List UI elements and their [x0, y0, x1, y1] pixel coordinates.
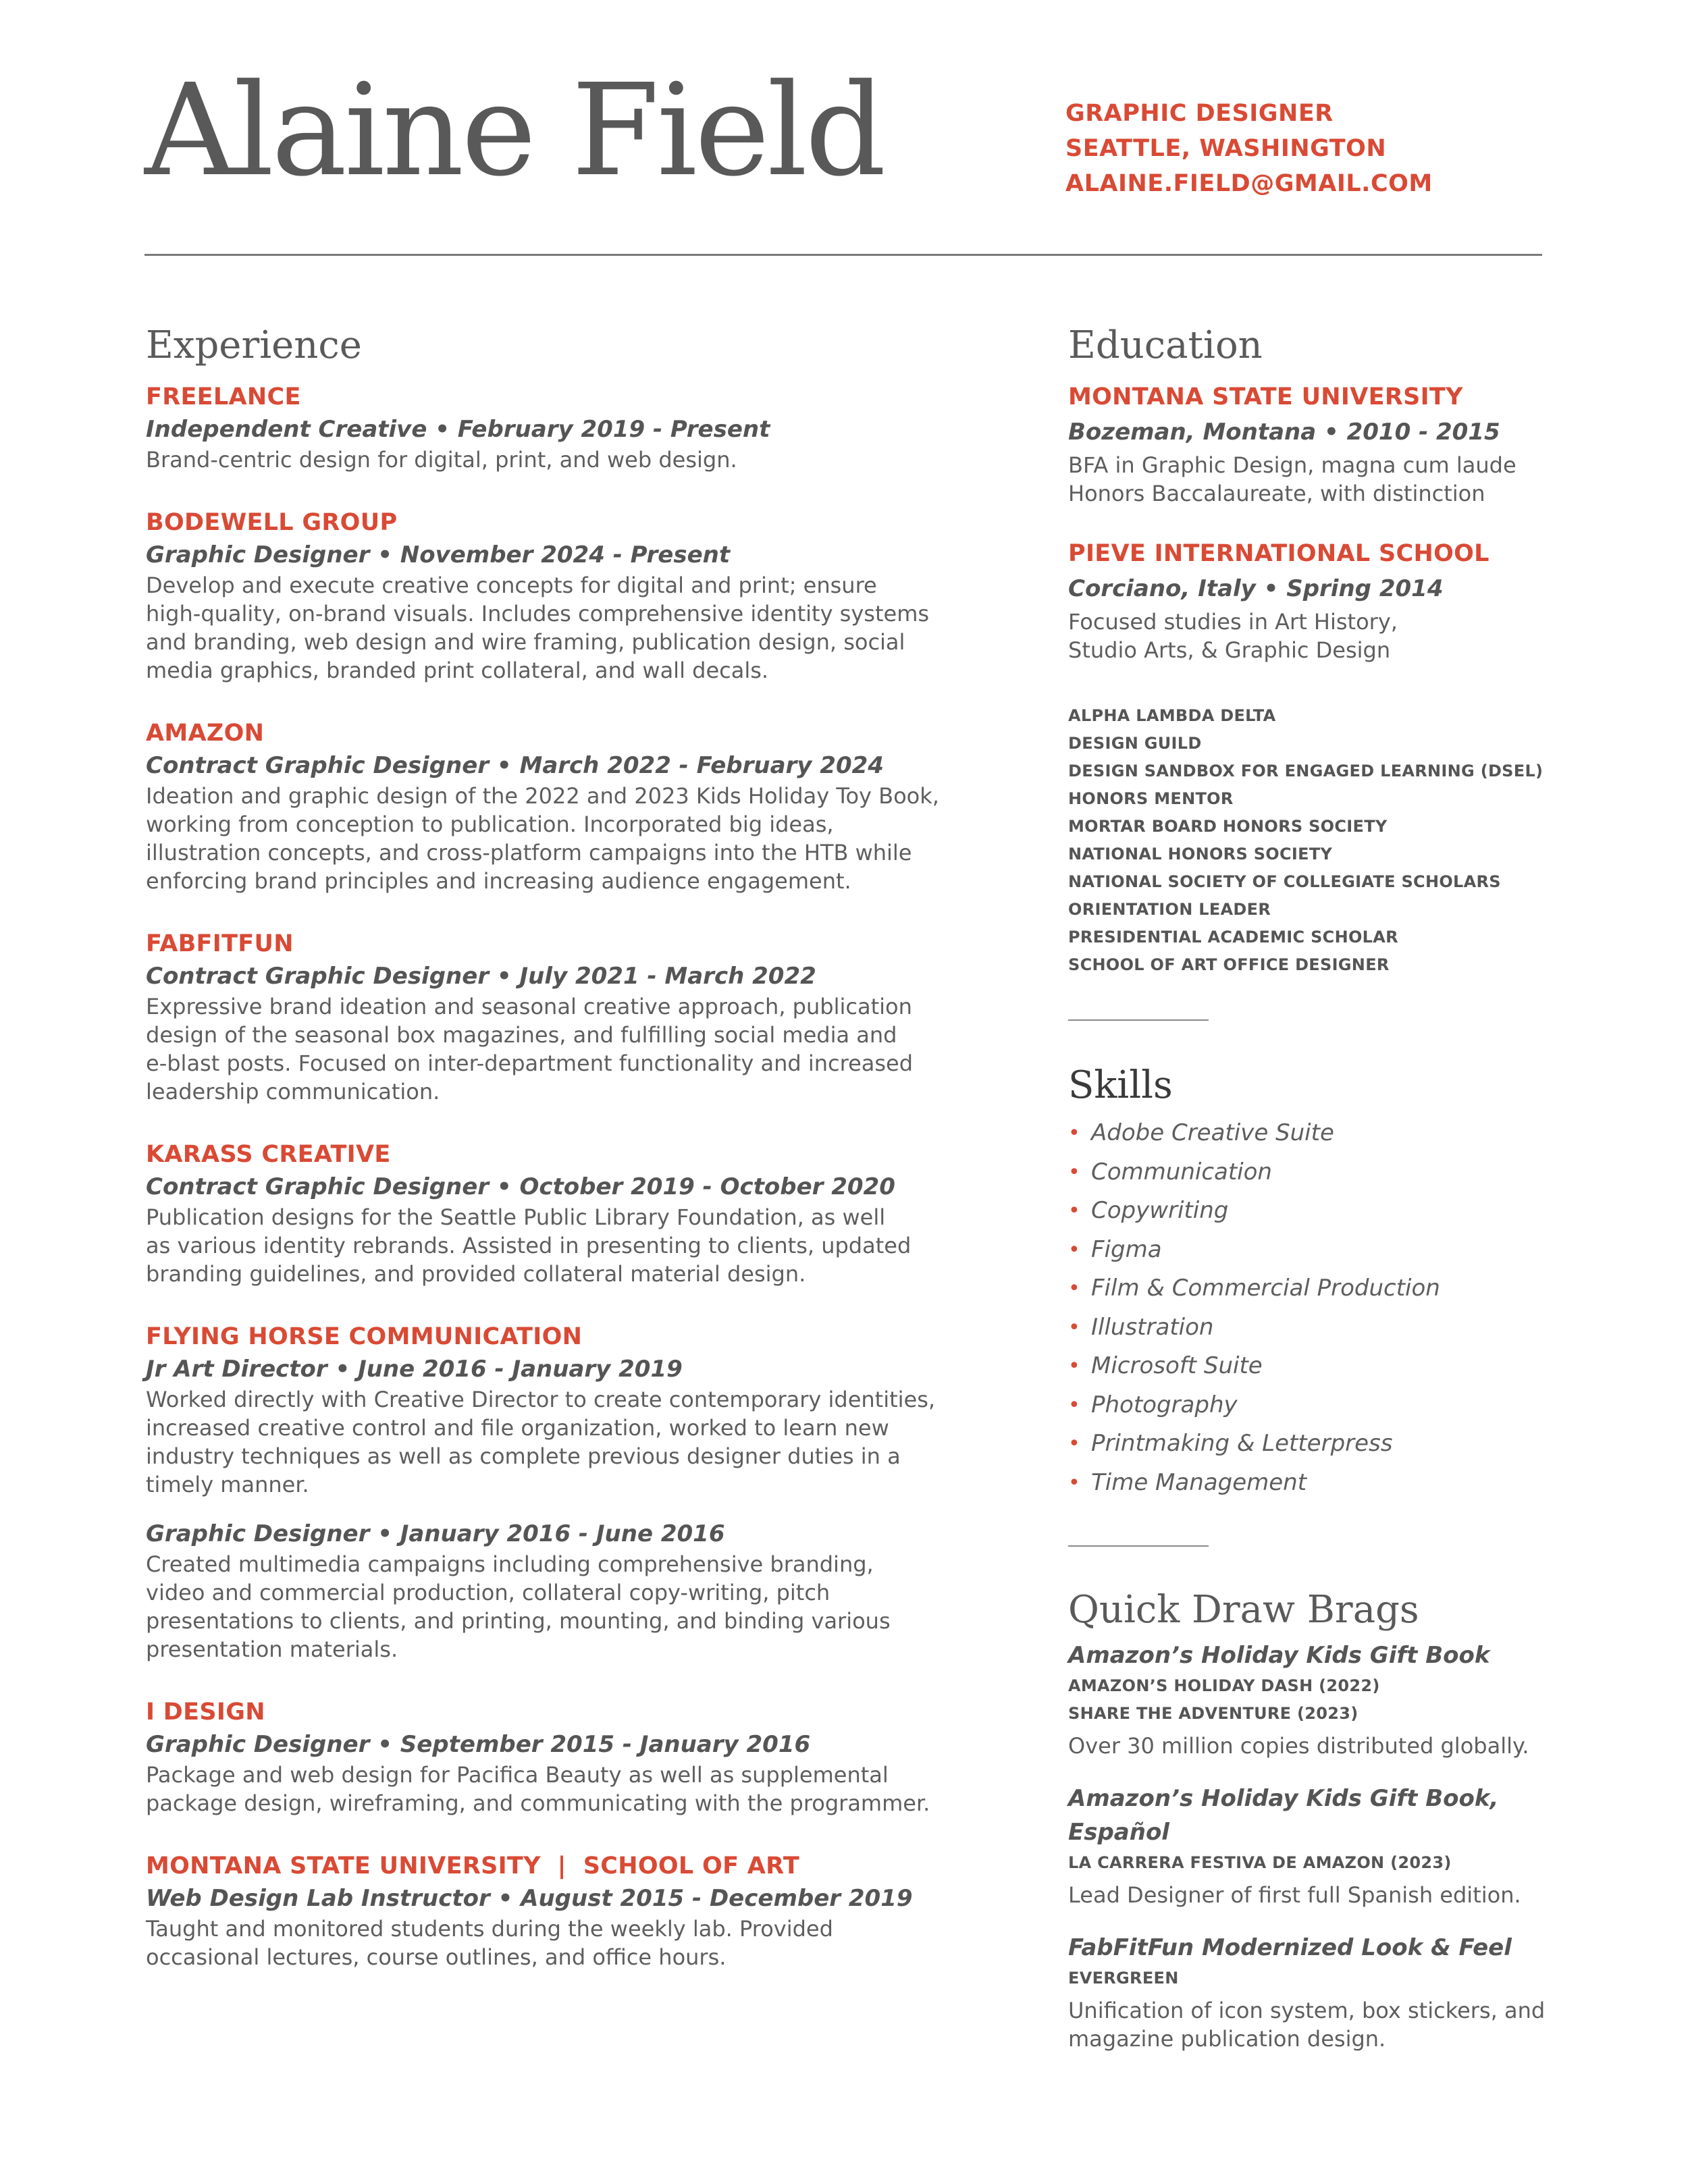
desc-line: e-blast posts. Focused on inter-department functionality and increased	[146, 1050, 914, 1076]
job-entry	[146, 1696, 943, 1817]
honor-item: NATIONAL HONORS SOCIETY	[1068, 845, 1333, 863]
skill-item	[1068, 1424, 1581, 1464]
job-role-secondary: Graphic Designer • January 2016 - June 2016	[146, 1520, 725, 1547]
desc-line: and branding, web design and wire framing, publication design, social	[146, 629, 905, 655]
skill-label: Copywriting	[1091, 1197, 1229, 1224]
bullet-icon: •	[1068, 1160, 1080, 1184]
honor-item: ALPHA LAMBDA DELTA	[1068, 706, 1276, 725]
brag-title: FabFitFun Modernized Look & Feel	[1068, 1934, 1512, 1961]
header-divider	[144, 254, 1542, 256]
desc-line: media graphics, branded print collateral, and wall decals.	[146, 658, 769, 683]
skill-item	[1068, 1269, 1581, 1308]
job-description	[146, 1761, 943, 1817]
honor-item: DESIGN SANDBOX FOR ENGAGED LEARNING (DSEL)	[1068, 762, 1544, 780]
brag-entry	[1068, 1782, 1581, 1909]
desc-line: Package and web design for Pacifica Beauty as well as supplemental	[146, 1762, 889, 1788]
skill-label: Communication	[1091, 1158, 1272, 1186]
job-description	[146, 446, 943, 474]
education-entry	[1068, 537, 1581, 664]
desc-line: design of the seasonal box magazines, and fulfilling social media and	[146, 1022, 897, 1048]
job-org: FLYING HORSE COMMUNICATION	[146, 1323, 583, 1350]
skill-label: Microsoft Suite	[1091, 1352, 1263, 1379]
desc-line: presentation materials.	[146, 1636, 398, 1662]
desc-line: package design, wireframing, and communicating with the programmer.	[146, 1790, 930, 1816]
bullet-icon: •	[1068, 1393, 1080, 1417]
skill-label: Film & Commercial Production	[1091, 1275, 1440, 1302]
job-entry	[146, 928, 943, 1106]
job-org: FREELANCE	[146, 383, 301, 410]
skill-item	[1068, 1308, 1581, 1348]
job-org: FABFITFUN	[146, 930, 294, 957]
skills-list	[1068, 1114, 1581, 1502]
desc-line: high-quality, on-brand visuals. Includes comprehensive identity systems	[146, 601, 930, 627]
job-description	[146, 1385, 943, 1499]
job-role: Contract Graphic Designer • October 2019 - October 2020	[146, 1173, 895, 1200]
job-org: I DESIGN	[146, 1699, 265, 1726]
brag-subtitle: LA CARRERA FESTIVA DE AMAZON (2023)	[1068, 1853, 1452, 1872]
desc-line: video and commercial production, collateral copy-writing, pitch	[146, 1580, 830, 1605]
resume-name: Alaine Field	[144, 57, 884, 205]
school-details: Corciano, Italy • Spring 2014	[1068, 575, 1444, 602]
desc-line: Worked directly with Creative Director to create contemporary identities,	[146, 1387, 936, 1412]
desc-line: working from conception to publication. Incorporated big ideas,	[146, 811, 834, 837]
desc-line: Expressive brand ideation and seasonal creative approach, publication	[146, 994, 912, 1019]
job-role: Jr Art Director • June 2016 - January 2019	[146, 1356, 683, 1383]
brag-subtitle: SHARE THE ADVENTURE (2023)	[1068, 1704, 1359, 1723]
honor-item: MORTAR BOARD HONORS SOCIETY	[1068, 817, 1388, 836]
bullet-icon: •	[1068, 1199, 1080, 1223]
job-entry	[146, 1321, 943, 1663]
skills-heading: Skills	[1068, 1063, 1173, 1107]
honor-item: PRESIDENTIAL ACADEMIC SCHOLAR	[1068, 928, 1398, 947]
desc-line: leadership communication.	[146, 1079, 440, 1104]
desc-line: enforcing brand principles and increasing audience engagement.	[146, 868, 851, 894]
experience-heading: Experience	[146, 323, 362, 367]
job-entry	[146, 381, 943, 474]
bullet-icon: •	[1068, 1121, 1080, 1145]
brag-title: Amazon’s Holiday Kids Gift Book, Español	[1068, 1785, 1499, 1846]
brag-subtitle: AMAZON’S HOLIDAY DASH (2022)	[1068, 1676, 1380, 1695]
section-divider	[1068, 1019, 1209, 1021]
bullet-icon: •	[1068, 1315, 1080, 1339]
brag-entry	[1068, 1639, 1581, 1760]
job-role: Graphic Designer • November 2024 - Present	[146, 541, 731, 568]
skill-label: Illustration	[1091, 1313, 1214, 1341]
desc-line: Develop and execute creative concepts for digital and print; ensure	[146, 572, 877, 598]
job-role: Contract Graphic Designer • March 2022 - February 2024	[146, 752, 884, 779]
skill-label: Time Management	[1091, 1468, 1307, 1496]
honor-item: HONORS MENTOR	[1068, 789, 1234, 808]
job-role: Graphic Designer • September 2015 - January 2016	[146, 1731, 811, 1758]
job-description	[146, 1550, 943, 1663]
desc-line: as various identity rebrands. Assisted in presenting to clients, updated	[146, 1233, 912, 1258]
bullet-icon: •	[1068, 1237, 1080, 1262]
desc-line: Honors Baccalaureate, with distinction	[1068, 481, 1485, 506]
desc-line: Created multimedia campaigns including comprehensive branding,	[146, 1551, 874, 1577]
brag-description: Over 30 million copies distributed globally.	[1068, 1733, 1529, 1759]
location: SEATTLE, WASHINGTON	[1065, 135, 1387, 162]
skill-label: Figma	[1091, 1235, 1162, 1263]
desc-line: Taught and monitored students during the weekly lab. Provided	[146, 1916, 833, 1942]
skill-item	[1068, 1386, 1581, 1425]
school-description	[1068, 451, 1581, 508]
desc-line: branding guidelines, and provided collateral material design.	[146, 1261, 806, 1287]
skill-item	[1068, 1231, 1581, 1270]
job-org: MONTANA STATE UNIVERSITY | SCHOOL OF ART	[146, 1853, 800, 1880]
desc-line: Brand-centric design for digital, print, and web design.	[146, 447, 737, 473]
desc-line: Unification of icon system, box stickers, and	[1068, 1998, 1546, 2023]
brag-description: Lead Designer of first full Spanish edition.	[1068, 1882, 1521, 1908]
job-org: BODEWELL GROUP	[146, 509, 398, 536]
experience-column	[146, 320, 943, 1971]
desc-line: Ideation and graphic design of the 2022 and 2023 Kids Holiday Toy Book,	[146, 783, 939, 809]
desc-line: increased creative control and file organization, worked to learn new	[146, 1415, 889, 1441]
desc-line: magazine publication design.	[1068, 2026, 1386, 2052]
job-title: GRAPHIC DESIGNER	[1065, 100, 1334, 127]
honor-item: ORIENTATION LEADER	[1068, 900, 1271, 919]
brag-description	[1068, 1996, 1581, 2053]
skill-item	[1068, 1464, 1581, 1503]
desc-line: timely manner.	[146, 1472, 309, 1497]
job-role: Independent Creative • February 2019 - Present	[146, 416, 770, 443]
job-description	[146, 782, 943, 895]
skill-item	[1068, 1153, 1581, 1192]
skill-label: Printmaking & Letterpress	[1091, 1430, 1393, 1457]
contact-block	[1065, 96, 1433, 201]
brag-title: Amazon’s Holiday Kids Gift Book	[1068, 1642, 1490, 1669]
job-description	[146, 571, 943, 685]
skill-label: Adobe Creative Suite	[1091, 1119, 1334, 1146]
education-entry	[1068, 381, 1581, 508]
bullet-icon: •	[1068, 1277, 1080, 1300]
desc-line: Publication designs for the Seattle Public Library Foundation, as well	[146, 1204, 886, 1230]
honor-item: DESIGN GUILD	[1068, 734, 1202, 753]
sidebar-column	[1068, 320, 1581, 2053]
school-description	[1068, 608, 1581, 664]
school-details: Bozeman, Montana • 2010 - 2015	[1068, 419, 1500, 446]
brag-subtitle: EVERGREEN	[1068, 1969, 1179, 1988]
education-heading: Education	[1068, 323, 1263, 367]
section-divider	[1068, 1545, 1209, 1547]
desc-line: illustration concepts, and cross-platform campaigns into the HTB while	[146, 840, 912, 865]
desc-line: industry techniques as well as complete previous designer duties in a	[146, 1443, 901, 1469]
desc-line: BFA in Graphic Design, magna cum laude	[1068, 452, 1516, 478]
job-entry	[146, 717, 943, 895]
skill-label: Photography	[1091, 1391, 1238, 1418]
honor-item: NATIONAL SOCIETY OF COLLEGIATE SCHOLARS	[1068, 872, 1501, 891]
job-entry	[146, 506, 943, 685]
bullet-icon: •	[1068, 1354, 1080, 1378]
school-name: MONTANA STATE UNIVERSITY	[1068, 383, 1463, 410]
desc-line: occasional lectures, course outlines, and office hours.	[146, 1944, 727, 1970]
job-description	[146, 1915, 943, 1971]
bullet-icon: •	[1068, 1432, 1080, 1456]
job-org: AMAZON	[146, 720, 265, 747]
job-description	[146, 1203, 943, 1288]
skill-item	[1068, 1192, 1581, 1231]
job-entry	[146, 1138, 943, 1288]
brag-entry	[1068, 1931, 1581, 2053]
job-entry	[146, 1850, 943, 1971]
honors-list	[1068, 702, 1581, 979]
desc-line: Studio Arts, & Graphic Design	[1068, 637, 1391, 663]
desc-line: presentations to clients, and printing, mounting, and binding various	[146, 1608, 891, 1634]
school-name: PIEVE INTERNATIONAL SCHOOL	[1068, 540, 1489, 567]
email[interactable]: ALAINE.FIELD@GMAIL.COM	[1065, 170, 1433, 197]
job-description	[146, 992, 943, 1106]
skill-item	[1068, 1347, 1581, 1386]
honor-item: SCHOOL OF ART OFFICE DESIGNER	[1068, 955, 1390, 974]
desc-line: Focused studies in Art History,	[1068, 609, 1398, 635]
bullet-icon: •	[1068, 1470, 1080, 1495]
job-role: Contract Graphic Designer • July 2021 - March 2022	[146, 963, 816, 990]
skill-item	[1068, 1114, 1581, 1153]
job-role: Web Design Lab Instructor • August 2015 - December 2019	[146, 1885, 913, 1912]
job-org: KARASS CREATIVE	[146, 1141, 391, 1168]
brags-heading: Quick Draw Brags	[1068, 1588, 1419, 1632]
